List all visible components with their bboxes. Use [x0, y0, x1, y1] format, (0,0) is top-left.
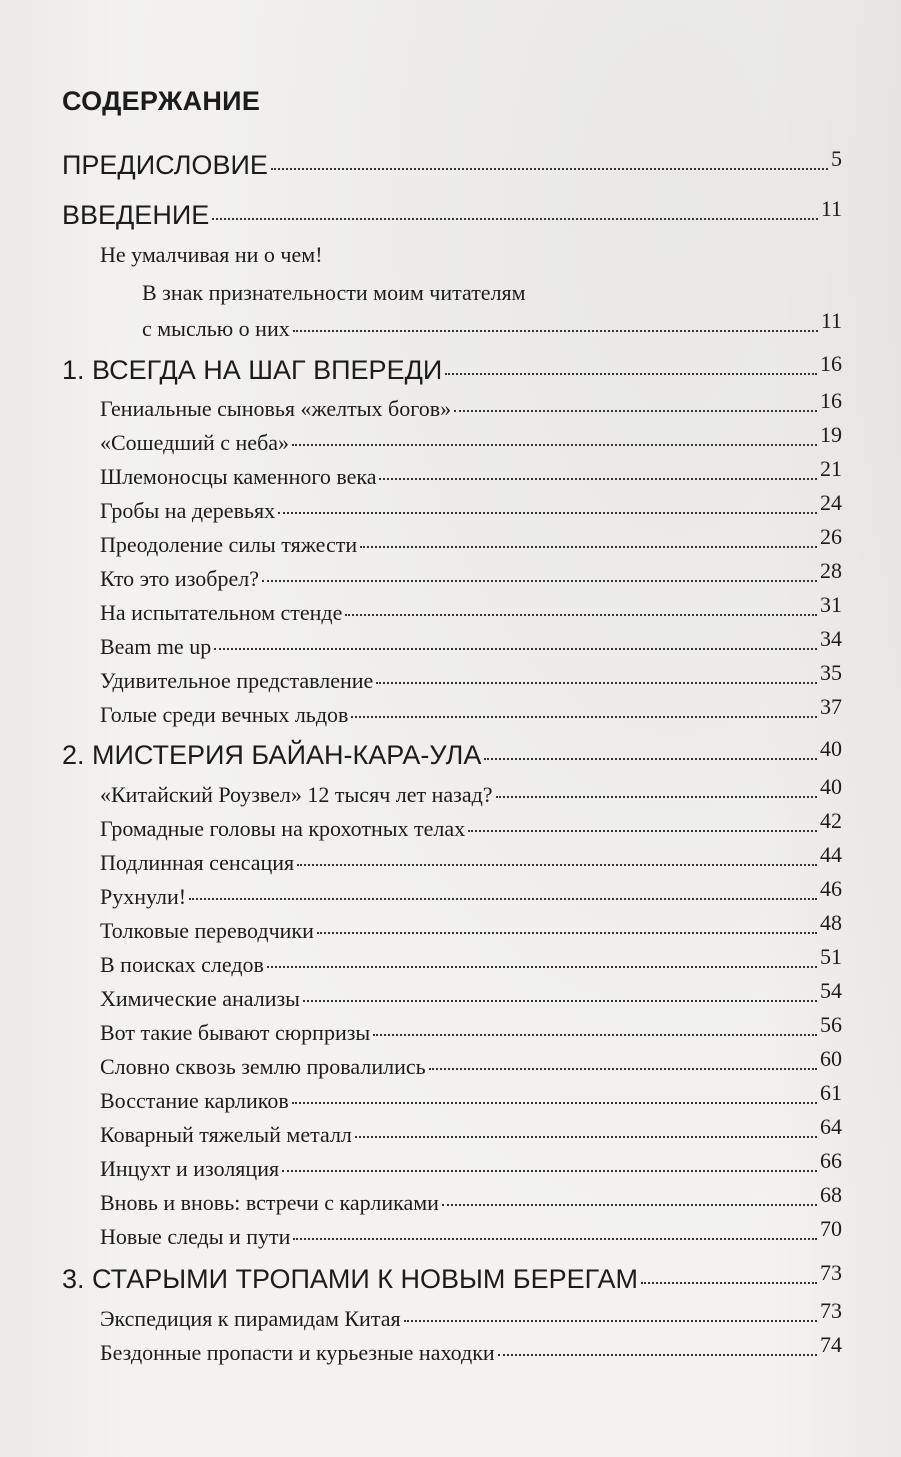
- toc-page-number: 56: [820, 1012, 842, 1037]
- toc-page-number: 61: [820, 1080, 842, 1105]
- toc-page-number: 40: [820, 774, 842, 799]
- toc-entry: [62, 808, 842, 842]
- dot-leader: [498, 1354, 817, 1356]
- toc-page-number: 40: [820, 736, 842, 761]
- page-title: СОДЕРЖАНИЕ: [62, 86, 261, 116]
- toc-entry-title: Гениальные сыновья «желтых богов»: [100, 396, 452, 421]
- toc-entry: [62, 694, 842, 728]
- toc-page-number: 26: [820, 524, 842, 549]
- dot-leader: [379, 478, 817, 480]
- toc-chapter-1: [62, 351, 842, 386]
- toc-page-number: 11: [820, 308, 842, 333]
- toc-entry-title: 2. МИСТЕРИЯ БАЙАН-КАРА-УЛА: [62, 740, 482, 770]
- toc-page-number: 64: [820, 1114, 842, 1139]
- toc-entry-title: Не умалчивая ни о чем!: [100, 242, 323, 267]
- toc-page-number: 51: [820, 944, 842, 969]
- toc-entry: [62, 388, 842, 422]
- toc-page-number: 44: [820, 842, 842, 867]
- toc-entry-title: Удивительное представление: [100, 668, 374, 693]
- toc-page-number: 70: [820, 1216, 842, 1241]
- toc-entry: [62, 1216, 842, 1250]
- toc-entry: [62, 1046, 842, 1080]
- toc-entry-title: 3. СТАРЫМИ ТРОПАМИ К НОВЫМ БЕРЕГАМ: [62, 1264, 638, 1294]
- toc-page-number: 73: [820, 1260, 842, 1285]
- toc-entry-title: Толковые переводчики: [100, 918, 314, 943]
- toc-page-number: 68: [820, 1182, 842, 1207]
- toc-entry-title: Шлемоносцы каменного века: [100, 464, 377, 489]
- dot-leader: [454, 410, 817, 412]
- toc-entry-title: В поисках следов: [100, 952, 264, 977]
- toc-page-number: 34: [820, 626, 842, 651]
- toc-entry-title: Гробы на деревьях: [100, 498, 276, 523]
- toc-page-number: 21: [820, 456, 842, 481]
- toc-page-number: 48: [820, 910, 842, 935]
- toc-entry: [62, 490, 842, 524]
- toc-entry-title: В знак признательности моим читателям: [142, 280, 526, 305]
- toc-page-number: 16: [820, 351, 842, 376]
- dot-leader: [262, 580, 817, 582]
- toc-entry-title: Голые среди вечных льдов: [100, 702, 349, 727]
- toc-page-number: 42: [820, 808, 842, 833]
- toc-entry-title: ПРЕДИСЛОВИЕ: [62, 150, 268, 180]
- toc-page-number: 31: [820, 592, 842, 617]
- toc-page-number: 5: [831, 146, 842, 171]
- dot-leader: [641, 1282, 817, 1284]
- toc-page-number: 24: [820, 490, 842, 515]
- dot-leader: [271, 168, 828, 170]
- toc-chapter-2: [62, 736, 842, 771]
- toc-entry-preface: [62, 146, 842, 181]
- toc-entry-title: с мыслью о них: [142, 316, 290, 341]
- toc-entry: [62, 774, 842, 808]
- dot-leader: [317, 932, 817, 934]
- toc-entry-title: Химические анализы: [100, 986, 300, 1011]
- toc-entry-title: Вот такие бывают сюрпризы: [100, 1020, 371, 1045]
- toc-entry-title: Новые следы и пути: [100, 1224, 291, 1249]
- dot-leader: [212, 218, 818, 220]
- dot-leader: [445, 373, 817, 375]
- dot-leader: [292, 1102, 817, 1104]
- toc-entry: [62, 978, 842, 1012]
- toc-entry: [62, 308, 842, 342]
- toc-entry-title: ВВЕДЕНИЕ: [62, 200, 210, 230]
- dot-leader: [484, 758, 817, 760]
- toc-entry: [62, 1298, 842, 1332]
- dot-leader: [373, 1034, 817, 1036]
- toc-entry: [62, 524, 842, 558]
- dot-leader: [496, 796, 817, 798]
- dot-leader: [404, 1320, 817, 1322]
- dot-leader: [376, 682, 817, 684]
- toc-page-number: 73: [820, 1298, 842, 1323]
- toc-entry-title: Громадные головы на крохотных телах: [100, 816, 466, 841]
- toc-entry-title: 1. ВСЕГДА НА ШАГ ВПЕРЕДИ: [62, 355, 443, 385]
- toc-entry-title: Преодоление силы тяжести: [100, 532, 358, 557]
- toc-entry: [62, 910, 842, 944]
- toc-page-number: 74: [820, 1332, 842, 1357]
- toc-entry: [62, 842, 842, 876]
- dot-leader: [293, 330, 818, 332]
- toc-entry-title: «Китайский Роузвел» 12 тысяч лет назад?: [100, 782, 493, 807]
- toc-page-number: 11: [820, 196, 842, 221]
- toc-entry-title: Инцухт и изоляция: [100, 1156, 280, 1181]
- dot-leader: [360, 546, 817, 548]
- toc-page-number: 60: [820, 1046, 842, 1071]
- toc-entry-title: Экспедиция к пирамидам Китая: [100, 1306, 401, 1331]
- toc-entry: [62, 1148, 842, 1182]
- dot-leader: [345, 614, 817, 616]
- toc-entry: [62, 280, 842, 306]
- toc-entry-title: Beam me up: [100, 634, 212, 659]
- toc-page-number: 16: [820, 388, 842, 413]
- dot-leader: [293, 1238, 817, 1240]
- toc-entry-title: Кто это изобрел?: [100, 566, 259, 591]
- toc-entry-title: Подлинная сенсация: [100, 850, 295, 875]
- toc-entry: [62, 1012, 842, 1046]
- dot-leader: [303, 1000, 817, 1002]
- toc-entry: [62, 944, 842, 978]
- toc-entry: [62, 626, 842, 660]
- toc-entry: [62, 1182, 842, 1216]
- toc-entry: [62, 456, 842, 490]
- toc-entry: [62, 558, 842, 592]
- toc-entry: [62, 1080, 842, 1114]
- dot-leader: [351, 716, 817, 718]
- toc-entry: [62, 422, 842, 456]
- toc-page-number: 28: [820, 558, 842, 583]
- toc-entry-introduction: [62, 196, 842, 231]
- toc-entry-title: Словно сквозь землю провалились: [100, 1054, 426, 1079]
- toc-entry-title: Рухнули!: [100, 884, 187, 909]
- toc-page-number: 66: [820, 1148, 842, 1173]
- dot-leader: [189, 898, 817, 900]
- toc-entry: [62, 592, 842, 626]
- dot-leader: [282, 1170, 817, 1172]
- toc-page-number: 35: [820, 660, 842, 685]
- toc-page-number: 19: [820, 422, 842, 447]
- toc-entry-title: Вновь и вновь: встречи с карликами: [100, 1190, 439, 1215]
- dot-leader: [297, 864, 817, 866]
- dot-leader: [214, 648, 817, 650]
- toc-entry: [62, 1114, 842, 1148]
- dot-leader: [468, 830, 817, 832]
- toc-entry: [62, 242, 842, 268]
- dot-leader: [292, 444, 817, 446]
- toc-entry-title: Бездонные пропасти и курьезные находки: [100, 1340, 495, 1365]
- toc-entry-title: Коварный тяжелый металл: [100, 1122, 352, 1147]
- toc-entry: [62, 876, 842, 910]
- toc-entry: [62, 660, 842, 694]
- dot-leader: [442, 1204, 817, 1206]
- dot-leader: [355, 1136, 817, 1138]
- dot-leader: [278, 512, 817, 514]
- dot-leader: [267, 966, 817, 968]
- toc-entry-title: «Сошедший с неба»: [100, 430, 290, 455]
- toc-entry: [62, 1332, 842, 1366]
- dot-leader: [429, 1068, 817, 1070]
- toc-entry-title: На испытательном стенде: [100, 600, 343, 625]
- toc-page-number: 46: [820, 876, 842, 901]
- toc-entry-title: Восстание карликов: [100, 1088, 289, 1113]
- toc-page-number: 54: [820, 978, 842, 1003]
- toc-chapter-3: [62, 1260, 842, 1295]
- toc-page-number: 37: [820, 694, 842, 719]
